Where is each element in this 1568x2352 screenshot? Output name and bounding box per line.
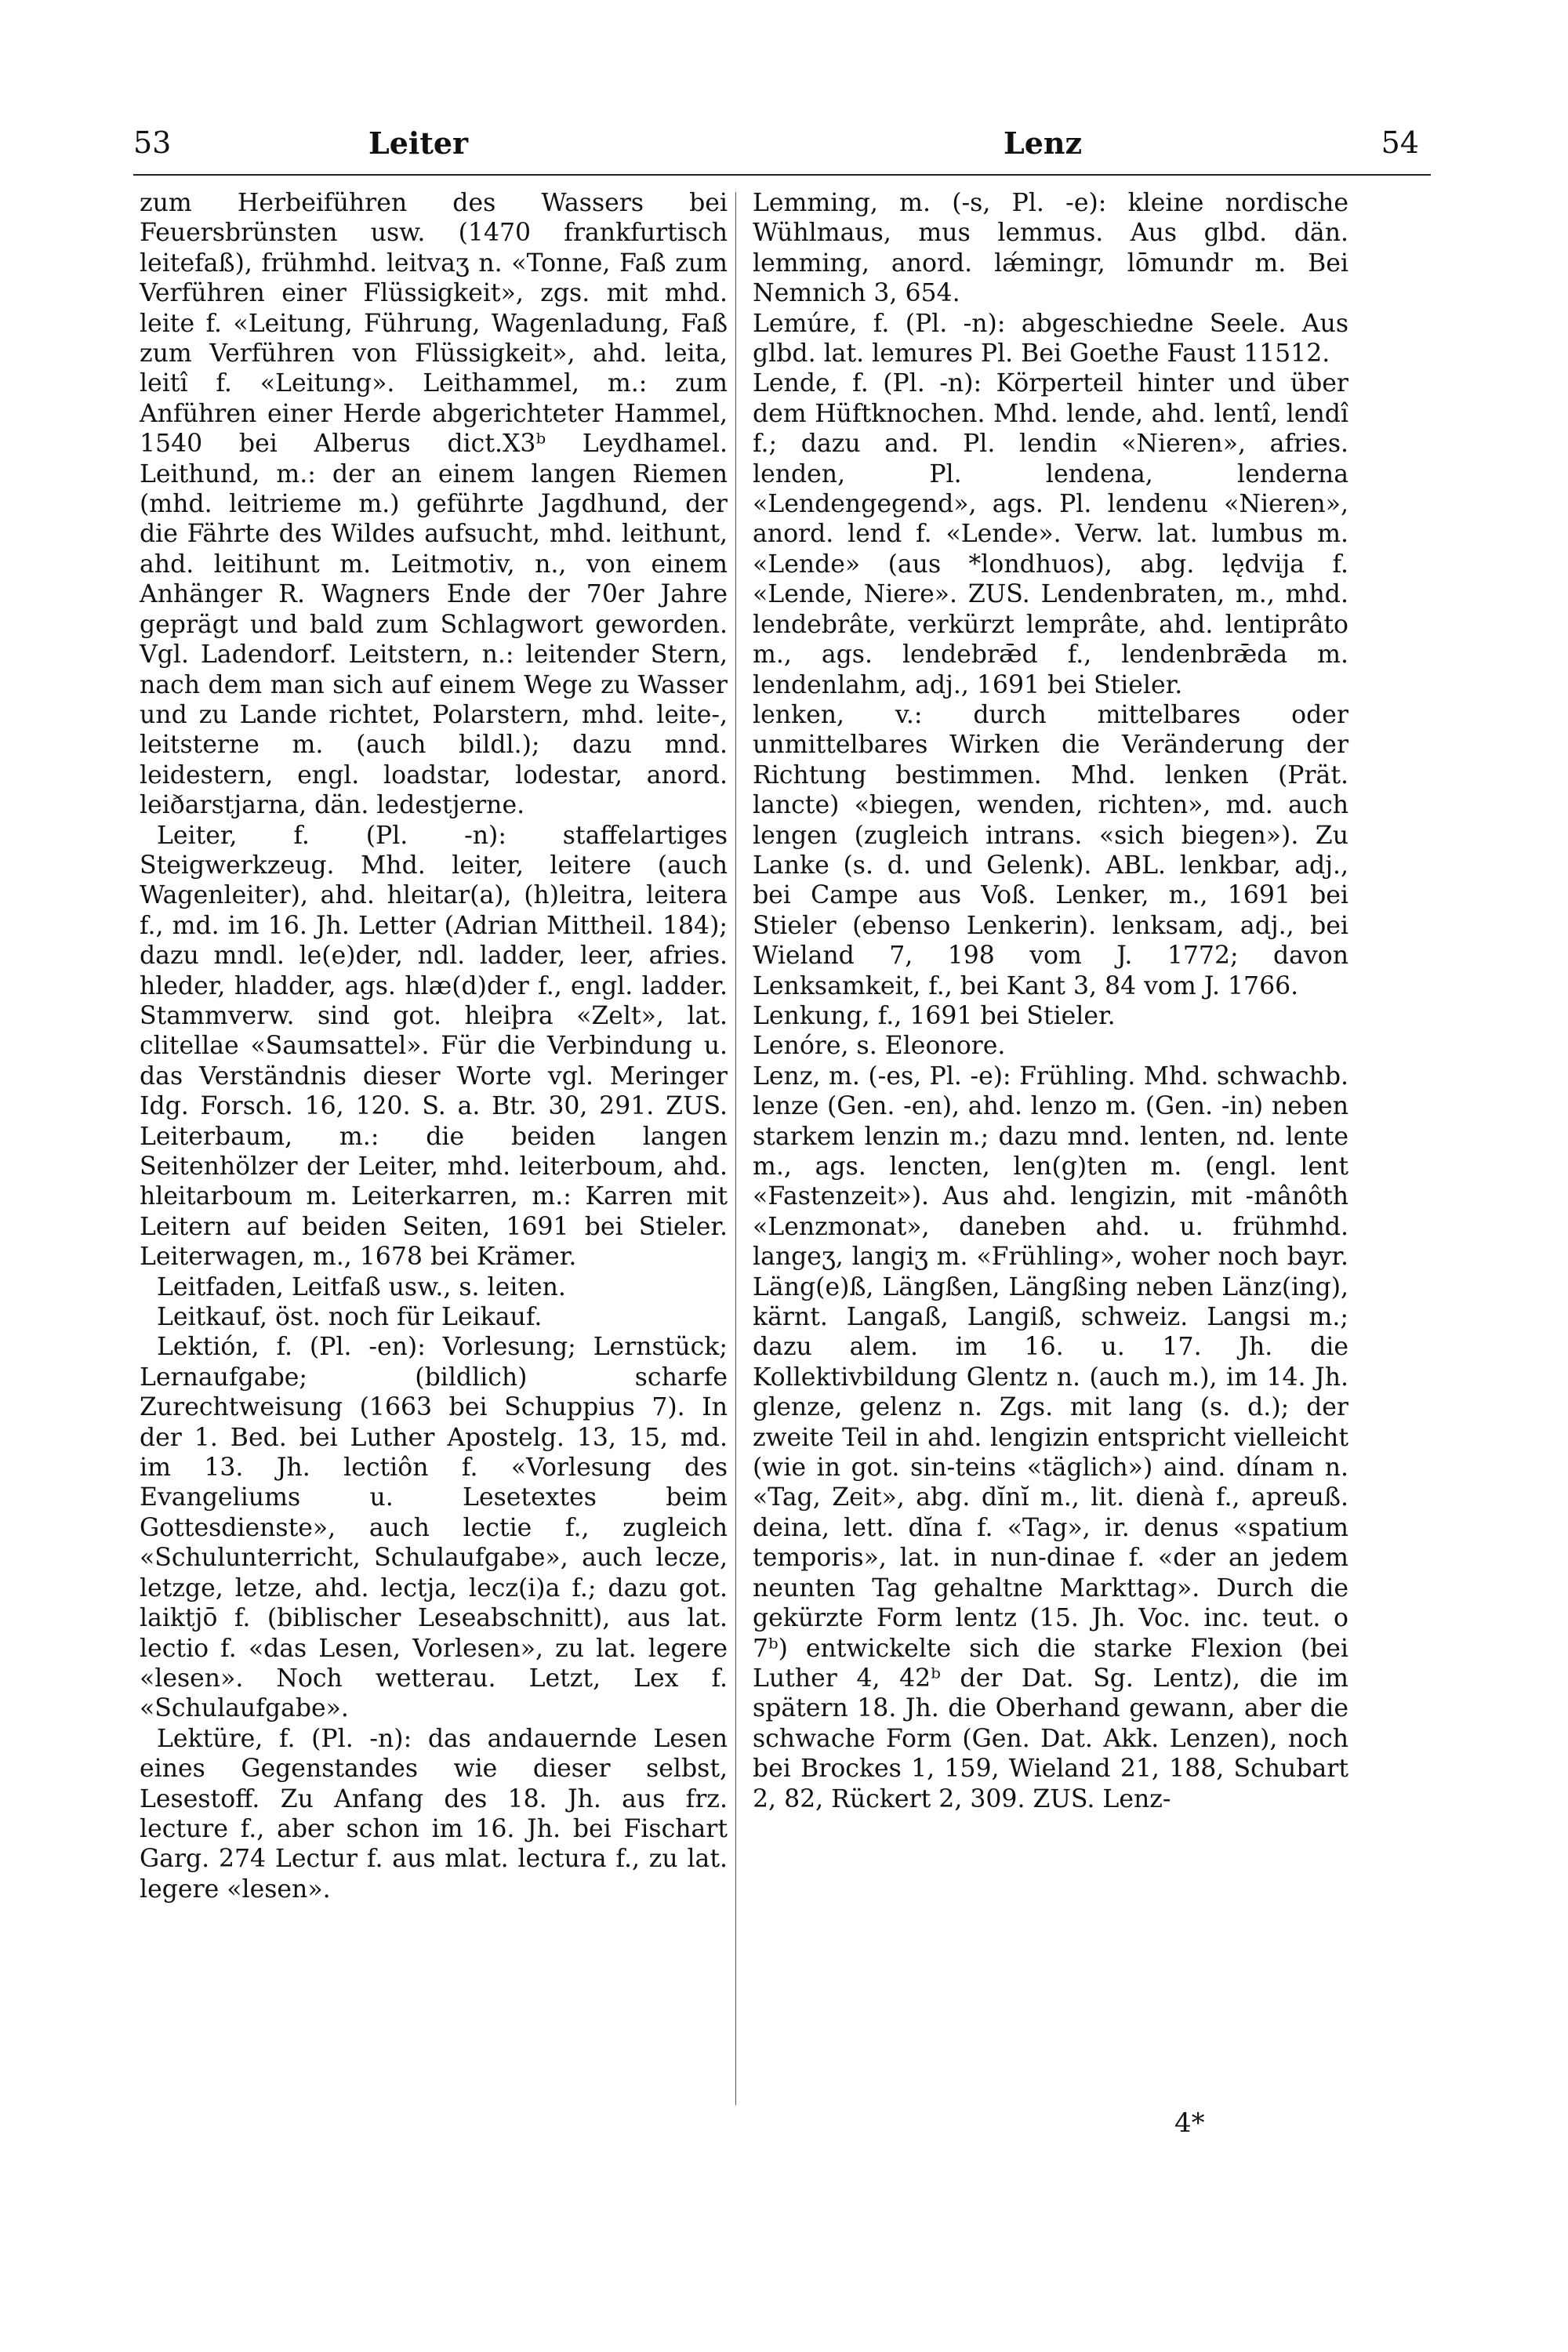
- entry-lenore: Lenóre, s. Eleonore.: [753, 1032, 1006, 1061]
- entry-lemming: Lemming, m. (-s, Pl. -e): kleine nordische Wühlmaus, mus lemmus. Aus glbd. dän. lemming, anord. lǽmingr, lōmundr m. Bei Nemnich 3, 654.: [753, 189, 1348, 308]
- left-running-head: Leiter: [368, 125, 469, 161]
- page-header: [133, 125, 1419, 177]
- right-page-number: 54: [1381, 125, 1419, 160]
- signature-mark: 4*: [1174, 2107, 1205, 2139]
- column-divider: [735, 192, 736, 2105]
- entry-leiter: Leiter, f. (Pl. -n): staffelartiges Steigwerkzeug. Mhd. leiter, leitere (auch Wagenleiter), ahd. hleitar(a), (h)leitra, leitera f., md. im 16. Jh. Letter (Adrian Mittheil. 184); dazu mndl. le(e)der, ndl. ladder, leer, afries. hleder, hladder, ags. hlæ(d)der f., engl. ladder. Stammverw. sind got. hleiþra «Zelt», lat. clitellae «Saumsattel». Für die Verbindung u. das Verständnis dieser Worte vgl. Meringer Idg. Forsch. 16, 120. S. a. Btr. 30, 291. ZUS. Leiterbaum, m.: die beiden langen Seitenhölzer der Leiter, mhd. leiterboum, ahd. hleitarboum m. Leiterkarren, m.: Karren mit Leitern auf beiden Seiten, 1691 bei Stieler. Leiterwagen, m., 1678 bei Krämer.: [140, 821, 728, 1272]
- left-column: [140, 188, 728, 1904]
- right-running-head: Lenz: [1004, 125, 1083, 161]
- entry-leitkauf: Leitkauf, öst. noch für Leikauf.: [157, 1303, 543, 1332]
- entry-lende: Lende, f. (Pl. -n): Körperteil hinter und über dem Hüftknochen. Mhd. lende, ahd. lentî, lendî f.; dazu and. Pl. lendin «Nieren», afries. lenden, Pl. lendena, lenderna «Lendengegend», ags. Pl. lendenu «Nieren», anord. lend f. «Lende». Verw. lat. lumbus m. «Lende» (aus *londhuos), abg. lędvija f. «Lende, Niere». ZUS. Lendenbraten, m., mhd. lendebrâte, verkürzt lemprâte, ahd. lentiprâto m., ags. lendebrǣd f., lendenbrǣda m. lendenlahm, adj., 1691 bei Stieler.: [753, 369, 1348, 699]
- left-page-number: 53: [133, 125, 172, 160]
- entry-lektion: Lektión, f. (Pl. -en): Vorlesung; Lernstück; Lernaufgabe; (bildlich) scharfe Zurechtweisung (1663 bei Schuppius 7). In der 1. Bed. bei Luther Apostelg. 13, 15, md. im 13. Jh. lectiôn f. «Vorlesung des Evangeliums u. Lesetextes beim Gottesdienste», auch lectie f., zugleich «Schulunterricht, Schulaufgabe», auch lecze, letzge, letze, ahd. lectja, lecz(i)a f.; dazu got. laiktjō f. (biblischer Leseabschnitt), aus lat. lectio f. «das Lesen, Vorlesen», zu lat. legere «lesen». Noch wetterau. Letzt, Lex f. «Schulaufgabe».: [140, 1333, 728, 1723]
- entry-leitefass-continuation: zum Herbeiführen des Wassers bei Feuersbrünsten usw. (1470 frankfurtisch leitefaß), frühmhd. leitvaʒ n. «Tonne, Faß zum Verführen einer Flüssigkeit», zgs. mit mhd. leite f. «Leitung, Führung, Wagenladung, Faß zum Verführen von Flüssigkeit», ahd. leita, leitî f. «Leitung». Leithammel, m.: zum Anführen einer Herde abgerichteter Hammel, 1540 bei Alberus dict.X3ᵇ Leydhamel. Leithund, m.: der an einem langen Riemen (mhd. leitrieme m.) geführte Jagdhund, der die Fährte des Wildes aufsucht, mhd. leithunt, ahd. leitihunt m. Leitmotiv, n., von einem Anhänger R. Wagners Ende der 70er Jahre geprägt und bald zum Schlagwort geworden. Vgl. Ladendorf. Leitstern, n.: leitender Stern, nach dem man sich auf einem Wege zu Wasser und zu Lande richtet, Polarstern, mhd. leite-, leitsterne m. (auch bildl.); dazu mnd. leidestern, engl. loadstar, lodestar, anord. leiðarstjarna, dän. ledestjerne.: [140, 189, 728, 820]
- entry-lenken: lenken, v.: durch mittelbares oder unmittelbares Wirken die Veränderung der Richtung bestimmen. Mhd. lenken (Prät. lancte) «biegen, wenden, richten», md. auch lengen (zugleich intrans. «sich biegen»). Zu Lanke (s. d. und Gelenk). ABL. lenkbar, adj., bei Campe aus Voß. Lenker, m., 1691 bei Stieler (ebenso Lenkerin). lenksam, adj., bei Wieland 7, 198 vom J. 1772; davon Lenksamkeit, f., bei Kant 3, 84 vom J. 1766.: [753, 700, 1348, 1000]
- entry-lektuere: Lektüre, f. (Pl. -n): das andauernde Lesen eines Gegenstandes wie dieser selbst, Lesestoff. Zu Anfang des 18. Jh. aus frz. lecture f., aber schon im 16. Jh. bei Fischart Garg. 274 Lectur f. aus mlat. lectura f., zu lat. legere «lesen».: [140, 1724, 728, 1904]
- entry-lenkung: Lenkung, f., 1691 bei Stieler.: [753, 1001, 1116, 1030]
- right-column: [753, 188, 1348, 1814]
- entry-lenz: Lenz, m. (-es, Pl. -e): Frühling. Mhd. schwachb. lenze (Gen. -en), ahd. lenzo m. (Gen. -in) neben starkem lenzin m.; dazu mnd. lenten, nd. lente m., ags. lencten, len(g)ten m. (engl. lent «Fastenzeit»). Aus ahd. lengizin, mit -mânôth «Lenzmonat», daneben ahd. u. frühmhd. langeʒ, langiʒ m. «Frühling», woher noch bayr. Läng(e)ß, Längßen, Längßing neben Länz(ing), kärnt. Langaß, Langiß, schweiz. Langsi m.; dazu alem. im 16. u. 17. Jh. die Kollektivbildung Glentz n. (auch m.), im 14. Jh. glenze, gelenz n. Zgs. mit lang (s. d.); der zweite Teil in ahd. lengizin entspricht vielleicht (wie in got. sin-teins «täglich») aind. dínam n. «Tag, Zeit», abg. dĭnĭ m., lit. dienà f., apreuß. deina, lett. dĭna f. «Tag», ir. denus «spatium temporis», lat. in nun-dinae f. «der an jedem neunten Tag gehaltne Markttag». Durch die gekürzte Form lentz (15. Jh. Voc. inc. teut. o 7ᵇ) entwickelte sich die starke Flexion (bei Luther 4, 42ᵇ der Dat. Sg. Lentz), die im spätern 18. Jh. die Oberhand gewann, aber die schwache Form (Gen. Dat. Akk. Lenzen), noch bei Brockes 1, 159, Wieland 21, 188, Schubart 2, 82, Rückert 2, 309. ZUS. Lenz-: [753, 1062, 1348, 1813]
- entry-lemure: Lemúre, f. (Pl. -n): abgeschiedne Seele. Aus glbd. lat. lemures Pl. Bei Goethe Faust 11512.: [753, 309, 1348, 368]
- header-rule: [133, 174, 1431, 176]
- entry-leitfaden: Leitfaden, Leitfaß usw., s. leiten.: [157, 1272, 566, 1301]
